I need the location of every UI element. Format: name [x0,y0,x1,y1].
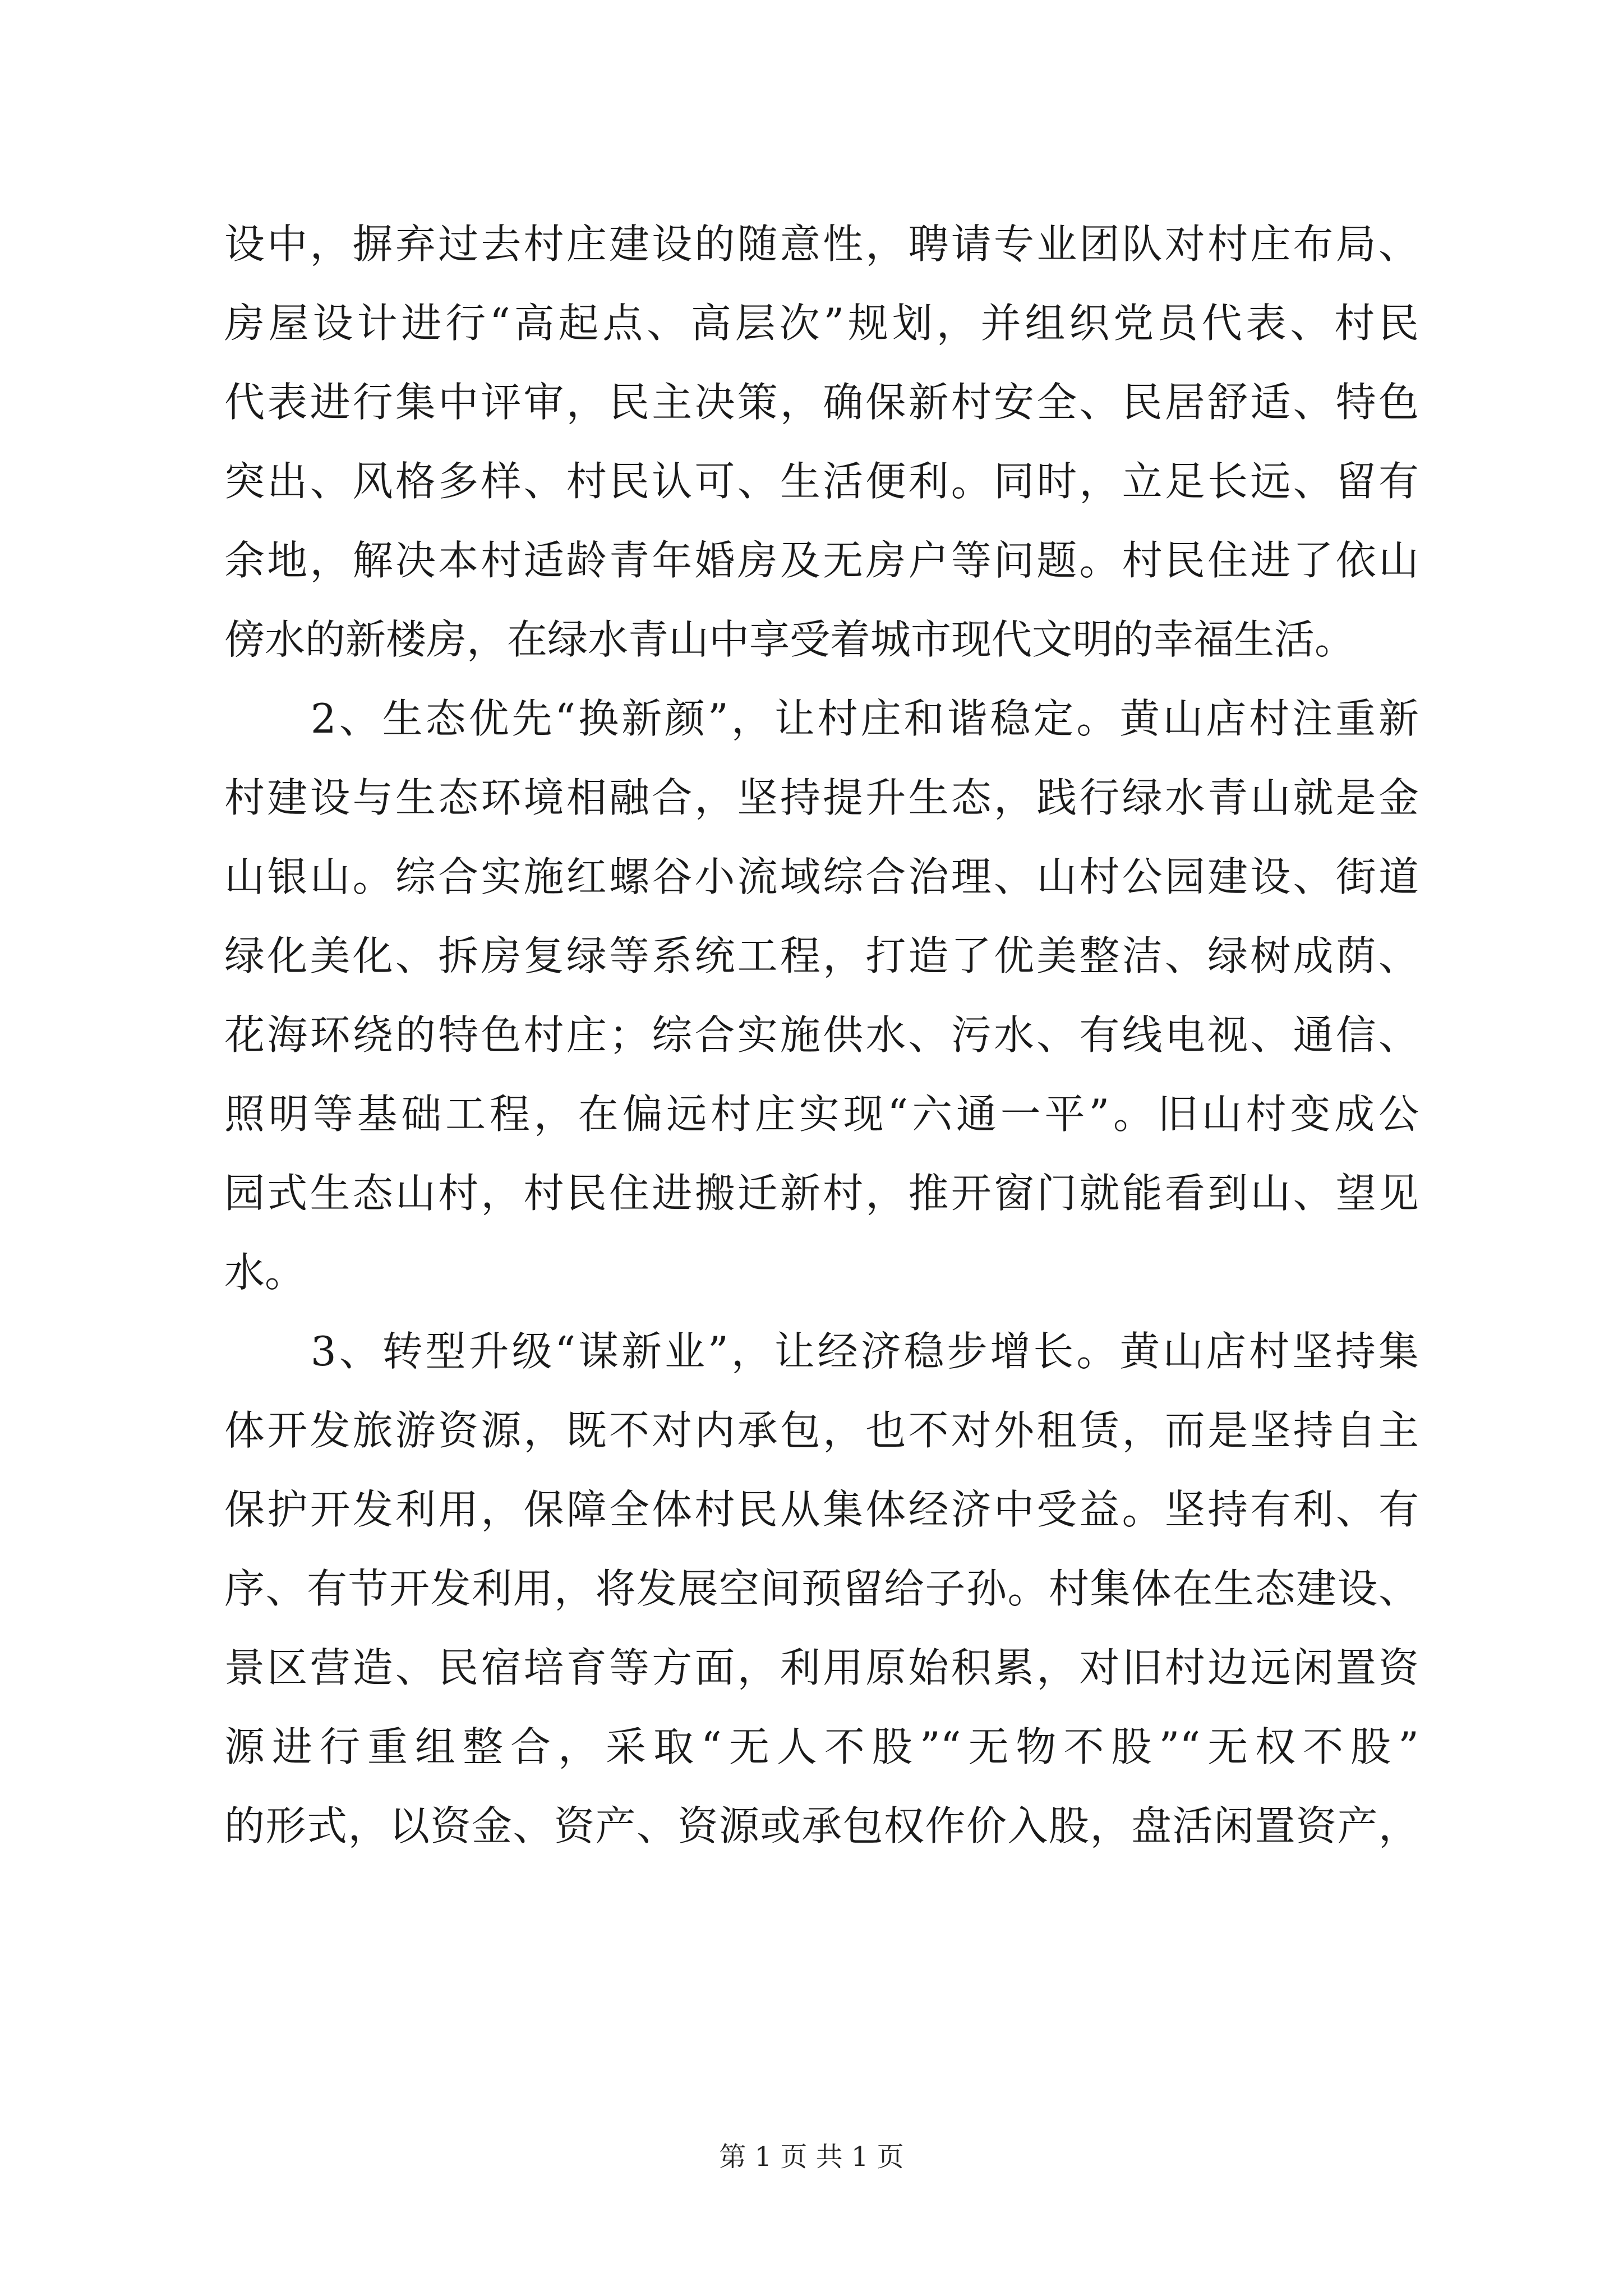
text-line: 序、有节开发利用，将发展空间预留给子孙。村集体在生态建设、 [224,1565,1419,1612]
text-line: 绿化美化、拆房复绿等系统工程，打造了优美整洁、绿树成荫、 [224,932,1419,979]
text-line: 突出、风格多样、村民认可、生活便利。同时，立足长远、留有 [224,458,1419,505]
text-line: 的形式，以资金、资产、资源或承包权作价入股，盘活闲置资产， [224,1802,1419,1849]
text-line: 花海环绕的特色村庄；综合实施供水、污水、有线电视、通信、 [224,1011,1419,1059]
text-line: 体开发旅游资源，既不对内承包，也不对外租赁，而是坚持自主 [224,1407,1419,1454]
page-footer: 第 1 页 共 1 页 [719,2141,904,2173]
text-line: 园式生态山村，村民住进搬迁新村，推开窗门就能看到山、望见 [224,1170,1419,1217]
text-line: 村建设与生态环境相融合，坚持提升生态，践行绿水青山就是金 [224,774,1419,821]
body-text [224,205,1419,1866]
text-line: 景区营造、民宿培育等方面，利用原始积累，对旧村边远闲置资 [224,1644,1419,1691]
text-line: 代表进行集中评审，民主决策，确保新村安全、民居舒适、特色 [224,379,1419,426]
text-line: 保护开发利用，保障全体村民从集体经济中受益。坚持有利、有 [224,1486,1419,1533]
text-line: 余地，解决本村适龄青年婚房及无房户等问题。村民住进了依山 [224,537,1419,584]
text-line: 2、生态优先“换新颜”，让村庄和谐稳定。黄山店村注重新 [224,695,1419,742]
text-line: 水。 [224,1249,306,1296]
text-line: 房屋设计进行“高起点、高层次”规划，并组织党员代表、村民 [224,300,1419,347]
text-line: 设中，摒弃过去村庄建设的随意性，聘请专业团队对村庄布局、 [224,220,1419,268]
text-line: 照明等基础工程，在偏远村庄实现“六通一平”。旧山村变成公 [224,1091,1419,1138]
text-line: 源进行重组整合，采取“无人不股”“无物不股”“无权不股” [224,1723,1419,1770]
text-line: 傍水的新楼房，在绿水青山中享受着城市现代文明的幸福生活。 [224,616,1355,663]
text-line: 3、转型升级“谋新业”，让经济稳步增长。黄山店村坚持集 [224,1328,1419,1375]
text-line: 山银山。综合实施红螺谷小流域综合治理、山村公园建设、街道 [224,853,1419,900]
